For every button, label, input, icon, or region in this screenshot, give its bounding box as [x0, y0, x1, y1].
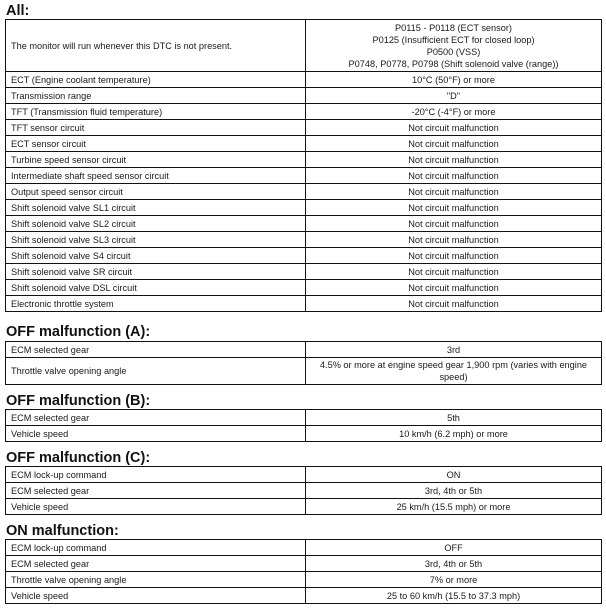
section-title-off-malfunction-c: OFF malfunction (C):	[6, 450, 151, 466]
value-cell: Not circuit malfunction	[306, 184, 602, 200]
table-row	[6, 540, 602, 556]
table-row	[6, 184, 602, 200]
table-row	[6, 426, 602, 442]
value-cell: 3rd	[306, 342, 602, 358]
value-cell: Not circuit malfunction	[306, 216, 602, 232]
table-row	[6, 499, 602, 515]
condition-cell: ECM lock-up command	[6, 467, 306, 483]
condition-cell: Vehicle speed	[6, 426, 306, 442]
value-cell: 10°C (50°F) or more	[306, 72, 602, 88]
value-cell: 3rd, 4th or 5th	[306, 483, 602, 499]
table-row	[6, 410, 602, 426]
table-row	[6, 168, 602, 184]
table-off-malfunction-a	[5, 341, 602, 385]
value-cell: Not circuit malfunction	[306, 152, 602, 168]
table-row	[6, 216, 602, 232]
table-row	[6, 296, 602, 312]
table-row	[6, 88, 602, 104]
table-row	[6, 264, 602, 280]
dtc-line: P0115 - P0118 (ECT sensor)	[395, 22, 512, 33]
table-row	[6, 72, 602, 88]
condition-cell: The monitor will run whenever this DTC is not present.	[6, 20, 306, 72]
table-row	[6, 280, 602, 296]
condition-cell: Intermediate shaft speed sensor circuit	[6, 168, 306, 184]
table-row	[6, 104, 602, 120]
table-row	[6, 136, 602, 152]
table-row	[6, 152, 602, 168]
table-row	[6, 588, 602, 604]
value-cell: "D"	[306, 88, 602, 104]
dtc-line: P0500 (VSS)	[426, 46, 481, 57]
dtc-line: P0748, P0778, P0798 (Shift solenoid valve (range))	[348, 58, 559, 69]
table-on-malfunction	[5, 539, 602, 604]
value-cell: Not circuit malfunction	[306, 168, 602, 184]
value-cell: OFF	[306, 540, 602, 556]
value-cell: Not circuit malfunction	[306, 232, 602, 248]
value-cell: Not circuit malfunction	[306, 280, 602, 296]
condition-cell: Shift solenoid valve SL1 circuit	[6, 200, 306, 216]
condition-cell: Electronic throttle system	[6, 296, 306, 312]
condition-cell: ECM selected gear	[6, 556, 306, 572]
condition-cell: Throttle valve opening angle	[6, 358, 306, 385]
table-row	[6, 556, 602, 572]
value-cell: Not circuit malfunction	[306, 248, 602, 264]
value-cell: Not circuit malfunction	[306, 136, 602, 152]
table-row	[6, 342, 602, 358]
value-cell: 25 km/h (15.5 mph) or more	[306, 499, 602, 515]
condition-cell: Shift solenoid valve S4 circuit	[6, 248, 306, 264]
condition-cell: Turbine speed sensor circuit	[6, 152, 306, 168]
section-title-on-malfunction: ON malfunction:	[6, 523, 119, 539]
condition-cell: Shift solenoid valve SR circuit	[6, 264, 306, 280]
table-row	[6, 572, 602, 588]
section-title-off-malfunction-a: OFF malfunction (A):	[6, 324, 151, 340]
dtc-line: P0125 (Insufficient ECT for closed loop)	[372, 34, 535, 45]
condition-cell: Throttle valve opening angle	[6, 572, 306, 588]
section-title-all: All:	[6, 3, 30, 19]
value-cell	[306, 20, 602, 72]
table-off-malfunction-c	[5, 466, 602, 515]
condition-cell: ECM selected gear	[6, 410, 306, 426]
table-row	[6, 120, 602, 136]
value-cell: 10 km/h (6.2 mph) or more	[306, 426, 602, 442]
value-cell: ON	[306, 467, 602, 483]
condition-cell: TFT (Transmission fluid temperature)	[6, 104, 306, 120]
table-row	[6, 467, 602, 483]
value-cell: -20°C (-4°F) or more	[306, 104, 602, 120]
condition-cell: Vehicle speed	[6, 499, 306, 515]
table-row	[6, 248, 602, 264]
value-cell: 5th	[306, 410, 602, 426]
section-title-off-malfunction-b: OFF malfunction (B):	[6, 393, 151, 409]
table-off-malfunction-b	[5, 409, 602, 442]
table-row	[6, 358, 602, 385]
condition-cell: Shift solenoid valve SL3 circuit	[6, 232, 306, 248]
table-all-conditions	[5, 19, 602, 312]
condition-cell: ECM selected gear	[6, 342, 306, 358]
table-row	[6, 20, 602, 72]
condition-cell: ECM selected gear	[6, 483, 306, 499]
value-cell: Not circuit malfunction	[306, 120, 602, 136]
table-row	[6, 200, 602, 216]
condition-cell: ECM lock-up command	[6, 540, 306, 556]
condition-cell: Shift solenoid valve SL2 circuit	[6, 216, 306, 232]
value-cell: Not circuit malfunction	[306, 200, 602, 216]
condition-cell: TFT sensor circuit	[6, 120, 306, 136]
value-cell: 4.5% or more at engine speed gear 1,900 rpm (varies with engine speed)	[306, 358, 602, 385]
table-row	[6, 483, 602, 499]
condition-cell: Transmission range	[6, 88, 306, 104]
value-cell: Not circuit malfunction	[306, 264, 602, 280]
table-row	[6, 232, 602, 248]
value-cell: 3rd, 4th or 5th	[306, 556, 602, 572]
condition-cell: ECT sensor circuit	[6, 136, 306, 152]
condition-cell: Shift solenoid valve DSL circuit	[6, 280, 306, 296]
condition-cell: Output speed sensor circuit	[6, 184, 306, 200]
value-cell: Not circuit malfunction	[306, 296, 602, 312]
condition-cell: Vehicle speed	[6, 588, 306, 604]
condition-cell: ECT (Engine coolant temperature)	[6, 72, 306, 88]
value-cell: 7% or more	[306, 572, 602, 588]
value-cell: 25 to 60 km/h (15.5 to 37.3 mph)	[306, 588, 602, 604]
